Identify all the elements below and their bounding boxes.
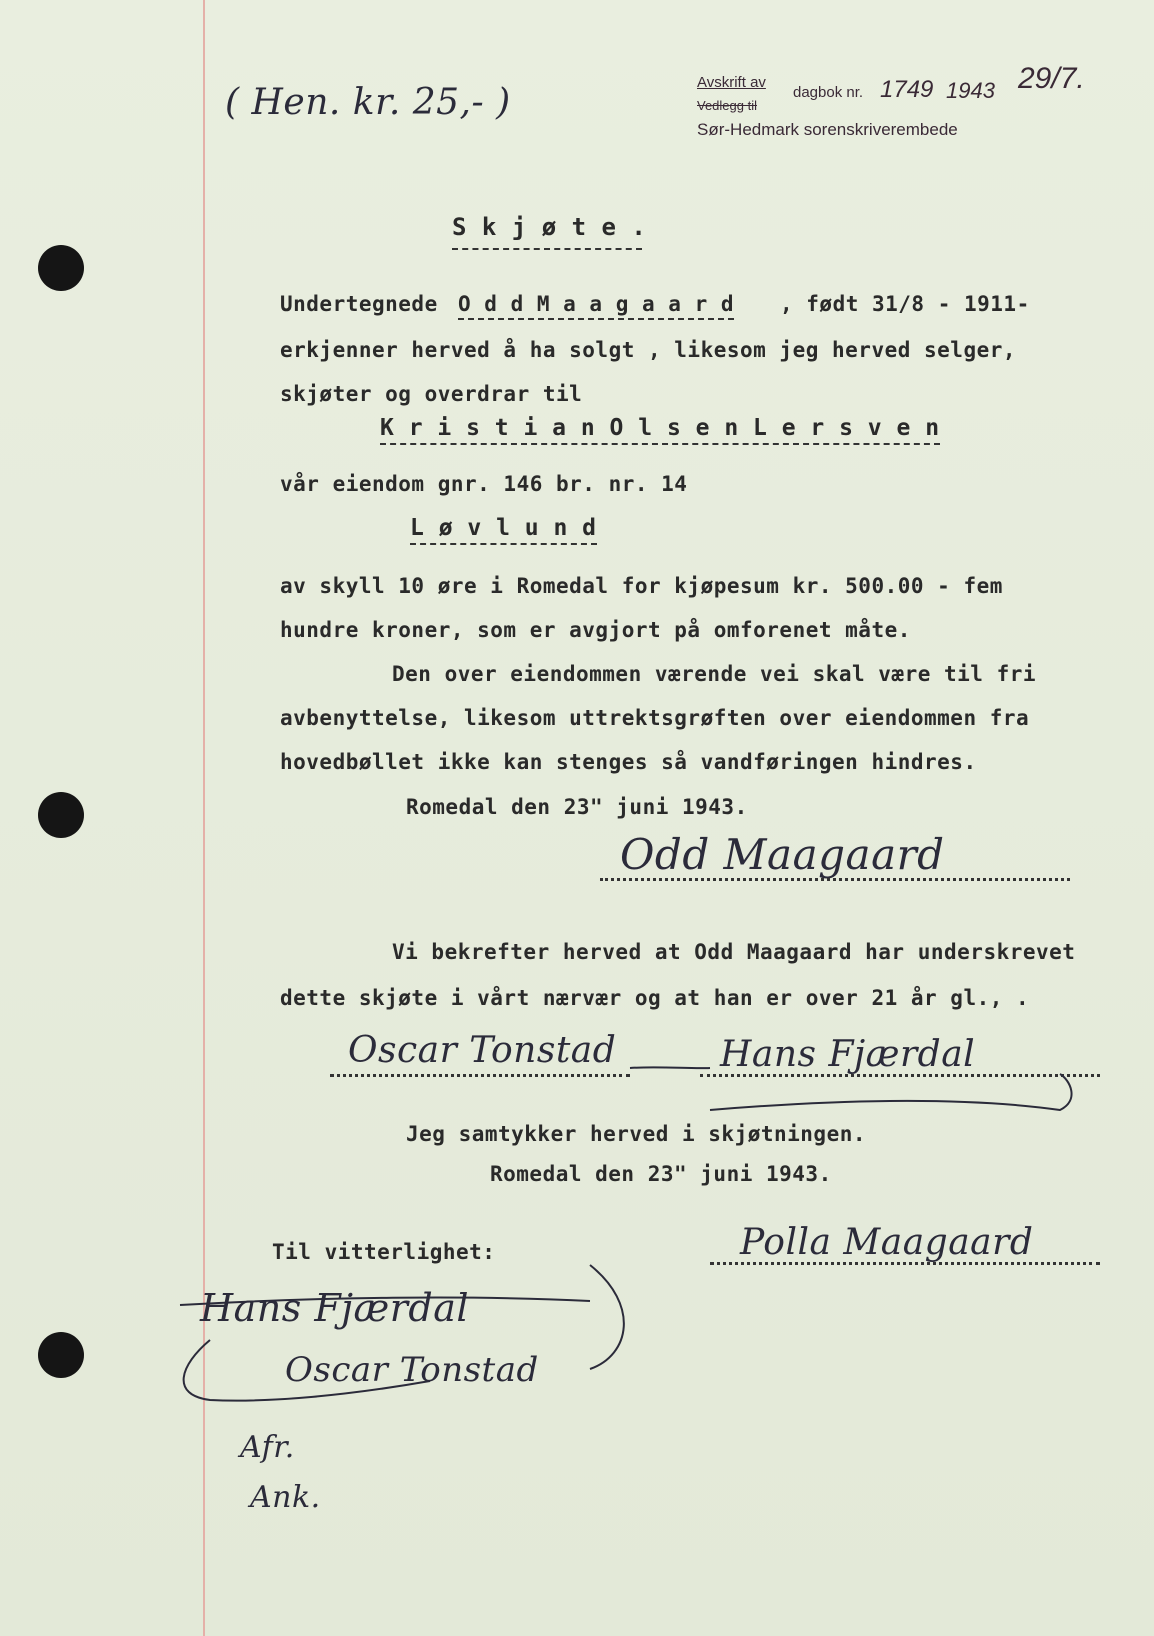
signature-line [330,1074,630,1077]
text-line: Den over eiendommen værende vei skal være til fri [392,662,1037,686]
stamp-year: 1943 [946,78,995,103]
text-line: Vi bekrefter herved at Odd Maagaard har underskrevet [392,940,1076,964]
initials-2: Ank. [250,1480,321,1515]
date-line-2: Romedal den 23" juni 1943. [490,1162,832,1186]
seller-intro: Undertegnede [280,292,438,316]
consent-line: Jeg samtykker herved i skjøtningen. [406,1122,867,1146]
text-line: erkjenner herved å ha solgt , likesom jeg herved selger, [280,338,1017,362]
punch-hole [38,792,84,838]
text-line: hovedbøllet ikke kan stenges så vandføringen hindres. [280,750,977,774]
witness-signature-2: Hans Fjærdal [720,1034,976,1075]
text-line: skjøter og overdrar til [280,382,583,406]
witness-flourish [170,1265,650,1415]
punch-hole [38,1332,84,1378]
document-title: S k j ø t e . [452,213,647,241]
witness-signature-3: Hans Fjærdal [200,1286,470,1330]
witness-signature-1: Oscar Tonstad [348,1030,617,1071]
stamp-avskrift: Avskrift av [697,74,766,91]
text-line: avbenyttelse, likesom uttrektsgrøften over eiendommen fra [280,706,1030,730]
stamp-dagbok-label: dagbok nr. [793,84,864,101]
signature-line [710,1262,1100,1265]
date-line-1: Romedal den 23" juni 1943. [406,795,748,819]
stamp-date: 29/7. [1018,62,1085,95]
signature-flourish [630,1060,1090,1120]
text-line: hundre kroner, som er avgjort på omforenet måte. [280,618,911,642]
signature-line [600,878,1070,881]
witness-label: Til vitterlighet: [272,1240,496,1264]
seller-name: O d d M a a g a a r d [458,292,734,320]
text-line: vår eiendom gnr. 146 br. nr. 14 [280,472,688,496]
witness-signature-4: Oscar Tonstad [285,1350,539,1390]
fee-note: ( Hen. kr. 25,- ) [225,82,511,123]
seller-birth: , født 31/8 - 1911- [780,292,1030,316]
text-line: dette skjøte i vårt nærvær og at han er over 21 år gl., . [280,986,1030,1010]
buyer-name: K r i s t i a n O l s e n L e r s v e n [380,415,940,445]
stamp-office: Sør-Hedmark sorenskriverembede [697,120,958,139]
title-underline [452,248,642,250]
property-name: L ø v l u n d [410,515,597,545]
consent-signature: Polla Maagaard [740,1222,1034,1263]
initials-1: Afr. [240,1430,295,1465]
text-line: av skyll 10 øre i Romedal for kjøpesum kr. 500.00 - fem [280,574,1003,598]
seller-signature: Odd Maagaard [620,830,945,879]
stamp-number: 1749 [880,76,934,103]
punch-hole [38,245,84,291]
stamp-vedlegg: Vedlegg til [697,98,757,113]
